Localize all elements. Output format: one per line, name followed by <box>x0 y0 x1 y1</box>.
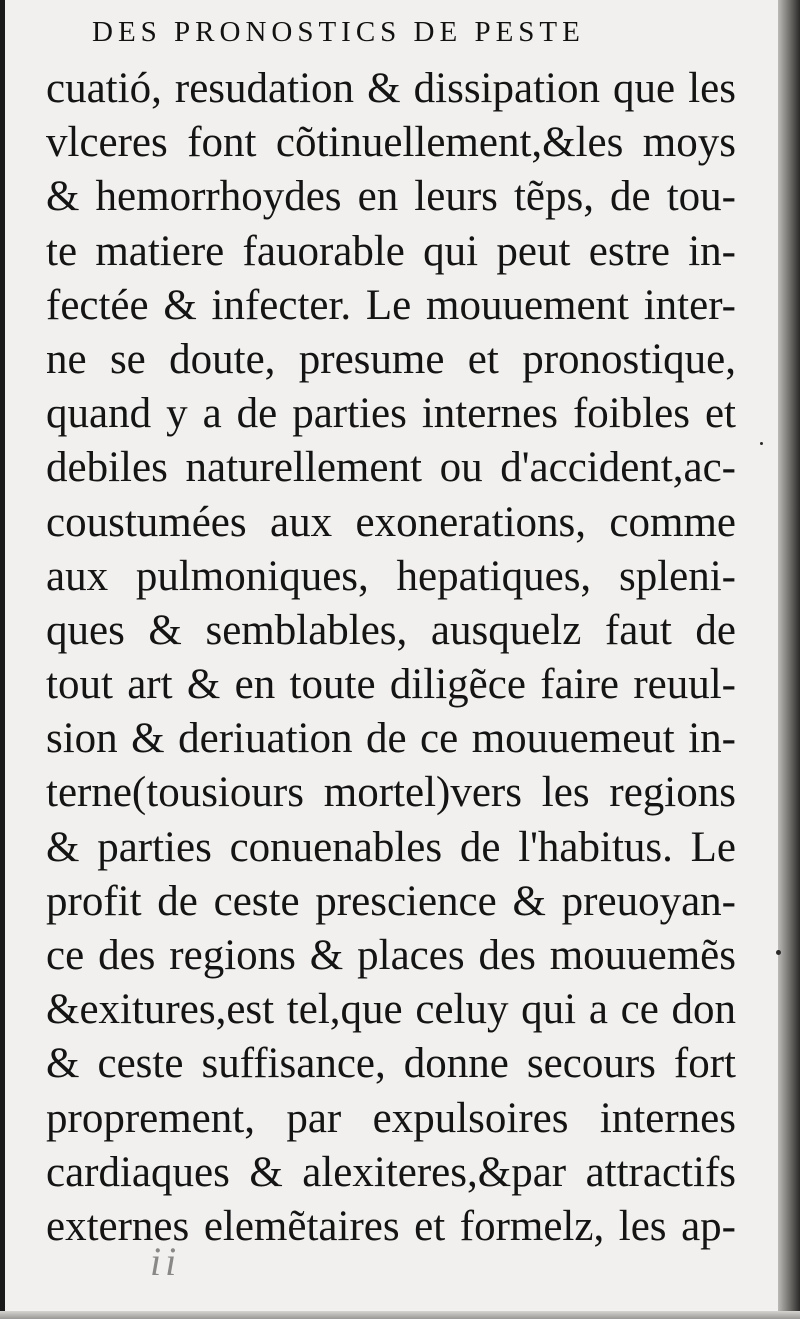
text-line: proprement, par expulsoires internes <box>46 1094 736 1142</box>
text-line: externes elemẽtaires et formelz, les ap- <box>46 1202 736 1250</box>
text-line: tout art & en toute diligẽce faire reuul- <box>46 661 736 709</box>
text-line: ques & semblables, ausquelz faut de <box>46 606 736 654</box>
text-line: fectée & infecter. Le mouuement inter- <box>46 281 736 329</box>
text-line: &exitures,est tel,que celuy qui a ce don <box>46 986 736 1034</box>
text-line: & ceste suffisance, donne secours fort <box>46 1040 736 1088</box>
ink-speck <box>760 442 763 445</box>
text-line: te matiere fauorable qui peut estre in- <box>46 227 736 275</box>
text-line: & parties conuenables de l'habitus. Le <box>46 823 736 871</box>
text-line: ce des regions & places des mouuemẽs <box>46 932 736 979</box>
text-line: cardiaques & alexiteres,&par attractifs <box>46 1148 736 1196</box>
body-text <box>46 62 736 1254</box>
ink-speck <box>776 950 781 955</box>
running-title: DES PRONOSTICS DE PESTE <box>92 16 585 48</box>
text-line: coustumées aux exonerations, comme <box>46 498 736 546</box>
scan-right-edge <box>778 0 800 1319</box>
text-line: sion & deriuation de ce mouuemeut in- <box>46 715 736 763</box>
scan-left-edge <box>0 0 5 1319</box>
folio-mark: ii <box>150 1239 181 1284</box>
text-line: cuatió, resudation & dissipation que les <box>46 65 736 112</box>
text-line: terne(tousiours mortel)vers les regions <box>46 769 736 817</box>
text-line: quand y a de parties internes foibles et <box>46 390 736 438</box>
text-line: profit de ceste prescience & preuoyan- <box>46 877 736 925</box>
scan-bottom-edge <box>0 1311 800 1319</box>
text-line: & hemorrhoydes en leurs tẽps, de tou- <box>46 173 736 221</box>
text-line: debiles naturellement ou d'accident,ac- <box>46 444 736 492</box>
text-line: vlceres font cõtinuellement,&les moys <box>46 119 736 167</box>
text-line: aux pulmoniques, hepatiques, spleni- <box>46 552 736 600</box>
text-line: ne se doute, presume et pronostique, <box>46 335 736 383</box>
